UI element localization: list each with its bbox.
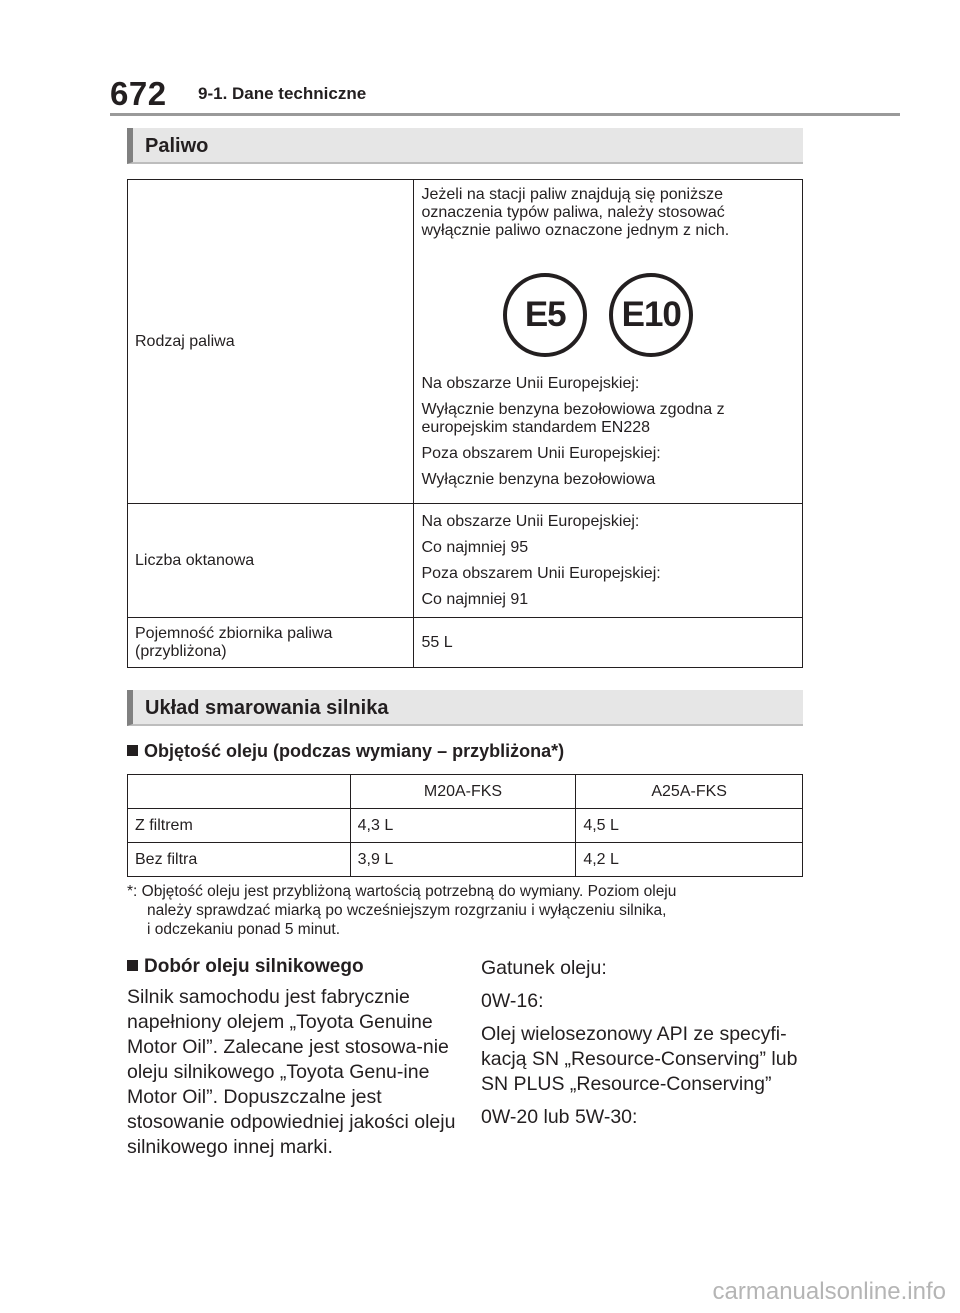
fuel-type-non-eu-label: Poza obszarem Unii Europejskiej: (421, 445, 661, 462)
oil-grade-1-text: Olej wielosezonowy API ze specyfi-kacją SN „Resource-Conserving” lub SN PLUS „Resource-Conserving” (481, 1023, 798, 1095)
oil-table-header-empty (128, 775, 351, 809)
oil-table-header-row (128, 775, 803, 809)
header-rule (110, 113, 900, 116)
square-bullet-icon (127, 960, 138, 971)
octane-details (414, 504, 803, 618)
tank-row (128, 618, 803, 668)
table-row (128, 843, 803, 877)
octane-non-eu-value: Co najmniej 91 (421, 590, 529, 608)
fuel-type-eu-label: Na obszarze Unii Europejskiej: (421, 375, 640, 392)
oil-row-label: Bez filtra (128, 843, 351, 877)
fuel-table (127, 179, 803, 668)
octane-row (128, 504, 803, 618)
e5-fuel-label-icon: E5 (503, 273, 587, 357)
oil-row-value: 4,5 L (576, 809, 803, 843)
oil-grade-2: 0W-20 lub 5W-30: (481, 1106, 638, 1128)
footnote-line-3: i odczekaniu ponad 5 minut. (147, 921, 341, 938)
oil-grade-1: 0W-16: (481, 990, 544, 1012)
octane-label: Liczba oktanowa (128, 504, 414, 618)
oil-row-value: 4,2 L (576, 843, 803, 877)
oil-selection-column (127, 956, 457, 1168)
octane-eu-label: Na obszarze Unii Europejskiej: (421, 512, 640, 530)
oil-row-value: 3,9 L (350, 843, 576, 877)
tank-value: 55 L (414, 618, 803, 668)
fuel-type-details (414, 180, 803, 504)
tank-label: Pojemność zbiornika paliwa (przybliżona) (128, 618, 414, 668)
footnote-line-1: Objętość oleju jest przybliżoną wartością potrzebną do wymiany. Poziom oleju (141, 883, 677, 900)
table-row (128, 809, 803, 843)
e10-fuel-label-icon: E10 (609, 273, 693, 357)
footnote-line-2: należy sprawdzać miarką po wcześniejszym rozgrzaniu i wyłączeniu silnika, (147, 902, 667, 919)
section-bar-lubrication (127, 690, 803, 726)
oil-selection-heading: Dobór oleju silnikowego (127, 956, 457, 978)
chapter-title: 9-1. Dane techniczne (198, 84, 367, 103)
oil-table-header-m20a: M20A-FKS (350, 775, 576, 809)
footnote (127, 882, 807, 939)
oil-row-label: Z filtrem (128, 809, 351, 843)
fuel-type-intro: Jeżeli na stacji paliw znajdują się poniższe oznaczenia typów paliwa, należy stosować wyłącznie paliwo oznaczone jednym z nich. (421, 186, 730, 239)
octane-non-eu-label: Poza obszarem Unii Europejskiej: (421, 564, 661, 582)
fuel-badges (421, 273, 795, 357)
oil-selection-text: Silnik samochodu jest fabrycznie napełniony olejem „Toyota Genuine Motor Oil”. Zalecane jest stosowa-nie oleju silnikowego „Toyota Genu-ine Motor Oil”. Dopuszczalne jest stosowanie odpowiedniej jakości oleju silnikowego innej marki. (127, 986, 456, 1158)
section-title-lubrication: Układ smarowania silnika (145, 697, 389, 719)
square-bullet-icon (127, 745, 138, 756)
oil-grade-column (481, 956, 811, 1138)
oil-table-header-a25a: A25A-FKS (576, 775, 803, 809)
section-bar-fuel (127, 128, 803, 164)
fuel-type-non-eu-value: Wyłącznie benzyna bezołowiowa (421, 471, 656, 488)
oil-capacity-table (127, 774, 803, 877)
fuel-type-label: Rodzaj paliwa (128, 180, 414, 504)
oil-grade-label: Gatunek oleju: (481, 957, 607, 979)
oil-capacity-heading: Objętość oleju (podczas wymiany – przybliżona*) (127, 740, 564, 762)
fuel-type-eu-value: Wyłącznie benzyna bezołowiowa zgodna z europejskim standardem EN228 (421, 401, 725, 436)
fuel-type-row (128, 180, 803, 504)
footnote-marker: *: (127, 883, 138, 900)
section-title-fuel: Paliwo (145, 135, 209, 157)
oil-row-value: 4,3 L (350, 809, 576, 843)
octane-eu-value: Co najmniej 95 (421, 538, 529, 556)
page-number: 672 (110, 75, 167, 112)
watermark: carmanualsonline.info (712, 1278, 946, 1305)
